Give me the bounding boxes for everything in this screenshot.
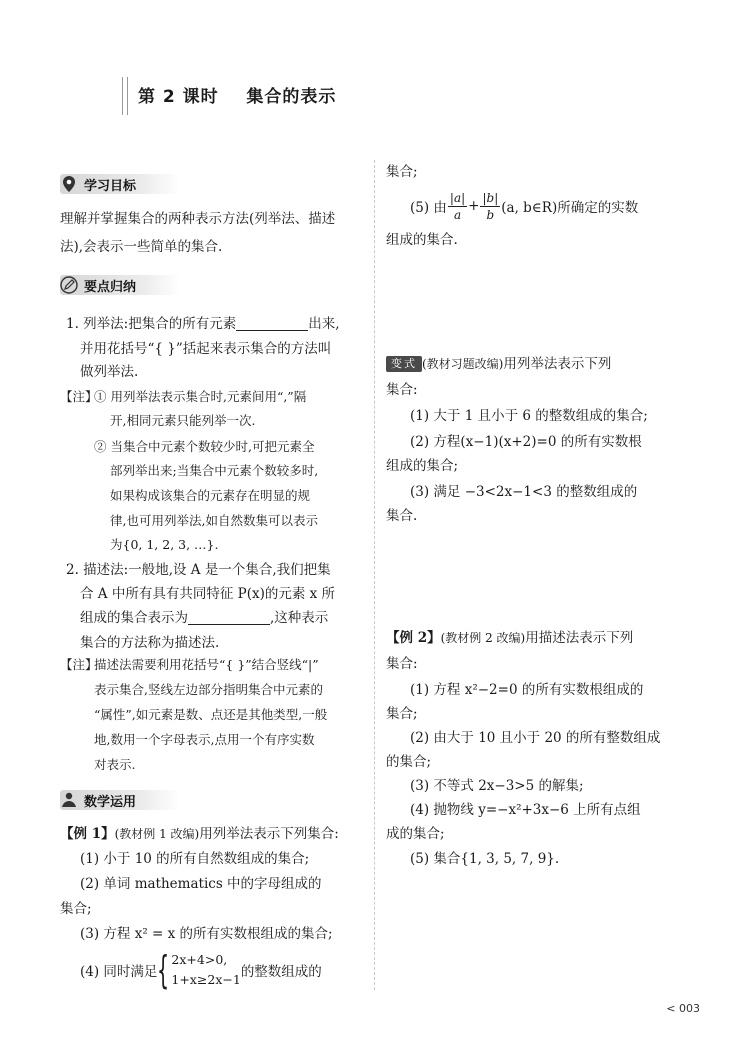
example2-item-1b: 集合; [386,706,418,722]
variant-tag: 变式 [386,356,422,372]
note1-item-2: 开,相同元素只能列举一次. [110,413,256,428]
goal-line-2: 法),会表示一些简单的集合. [60,239,223,255]
point1-line-3: 做列举法. [80,364,139,380]
note1-item-3: ② 当集合中元素个数较少时,可把元素全 [94,439,315,454]
note2-item-2: 表示集合,竖线左边部分指明集合中元素的 [94,682,323,697]
example1-item4-cont: 集合; [386,164,418,180]
example1-source: (教材例 1 改编) [114,827,200,841]
column-divider [374,160,375,990]
example2-intro: 用描述法表示下列 [525,630,634,646]
example1-item4-pre: (4) 同时满足 [80,964,158,980]
example1-tag: 【例 1】 [60,826,115,842]
example2-item-4: (4) 抛物线 y=−x²+3x−6 上所有点组 [410,802,641,818]
variant-item-3: (3) 满足 −3<2x−1<3 的整数组成的 [410,484,638,500]
section-practice-label: 数学运用 [84,794,137,810]
point2-text-a: 组成的集合表示为 [80,610,188,626]
example2-item-2b: 的集合; [386,754,432,770]
example1-heading [60,820,339,848]
section-points [60,275,180,295]
example2-item-1: (1) 方程 x²−2=0 的所有实数根组成的 [410,682,644,698]
example1-item-5 [410,186,638,226]
note1-item-6: 律,也可用列举法,如自然数集可以表示 [110,513,318,528]
example2-source: (教材例 2 改编) [440,631,526,645]
point2-line-3 [80,604,328,632]
inequality-system [157,950,240,990]
example2-item-5: (5) 集合{1, 3, 5, 7, 9}. [410,851,560,867]
note2-item-4: 地,数用一个字母表示,点用一个有序实数 [94,732,315,747]
example1-intro: 用列举法表示下列集合: [199,826,339,842]
note1-item-5: 如果构成该集合的元素存在明显的规 [110,488,311,503]
point2-line-2: 合 A 中所有具有共同特征 P(x)的元素 x 所 [80,586,336,602]
brace-icon: { [157,948,170,992]
example1-item5-post: (a, b∈R)所确定的实数 [501,200,639,216]
note2-item-1: 描述法需要利用花括号“{ }”结合竖线“|” [94,657,319,672]
variant-intro-2: 集合: [386,382,418,398]
variant-item-2: (2) 方程(x−1)(x+2)=0 的所有实数根 [410,434,642,450]
fraction-2-den: b [486,207,495,222]
fraction-1-den: a [453,207,462,222]
book-person-icon [60,790,78,810]
point2-line-1: 2. 描述法:一般地,设 A 是一个集合,我们把集 [66,562,331,578]
section-goal [60,174,180,194]
fraction-2-num: |b| [482,190,499,205]
goal-line-1: 理解并掌握集合的两种表示方法(列举法、描述 [60,211,336,227]
note2-item-3: “属性”,如元素是数、点还是其他类型,一般 [94,707,328,722]
example1-item4-post: 的整数组成的 [240,964,322,980]
example1-item-2b: 集合; [60,901,92,917]
fill-blank [188,608,270,625]
variant-item-1: (1) 大于 1 且小于 6 的整数组成的集合; [410,408,648,424]
point1-text-b: 出来, [308,316,340,332]
example1-item5-cont: 组成的集合. [386,232,458,248]
note1-tag: 【注】 [60,389,98,404]
point1-line-1 [66,310,340,338]
section-practice [60,790,180,810]
variant-item-2b: 组成的集合; [386,458,459,474]
page-number: < 003 [666,1002,700,1015]
example2-tag: 【例 2】 [386,630,441,646]
plus-sign: + [468,198,480,214]
note1-item-4: 部列举出来;当集合中元素个数较多时, [110,463,319,478]
point1-line-2: 并用花括号“{ }”括起来表示集合的方法叫 [80,341,332,357]
variant-source: (教材习题改编) [422,357,504,371]
example1-item-1: (1) 小于 10 的所有自然数组成的集合; [80,851,310,867]
note1-item-1: ① 用列举法表示集合时,元素间用“,”隔 [94,389,307,404]
system-eq-1: 2x+4>0, [171,952,228,967]
note1-item-7: 为{0, 1, 2, 3, …}. [110,537,219,552]
example2-item-4b: 成的集合; [386,826,445,842]
example2-item-3: (3) 不等式 2x−3>5 的解集; [410,778,584,794]
note2-item-5: 对表示. [94,757,136,772]
location-pin-icon [60,174,78,194]
fraction-1-num: |a| [449,190,466,205]
example2-heading [386,624,633,652]
title-bar [122,77,128,115]
example2-intro-2: 集合: [386,656,418,672]
example1-item-3: (3) 方程 x² = x 的所有实数根组成的集合; [80,926,333,942]
page-title: 第 2 课时 集合的表示 [138,87,337,107]
example1-item-2: (2) 单词 mathematics 中的字母组成的 [80,876,322,892]
point2-text-b: ,这种表示 [270,610,329,626]
variant-intro: 用列举法表示下列 [503,356,612,372]
note2-tag: 【注】 [60,657,98,672]
example1-item5-pre: (5) 由 [410,200,447,216]
system-eq-2: 1+x≥2x−1 [171,972,241,987]
section-goal-label: 学习目标 [84,178,137,194]
example2-item-2: (2) 由大于 10 且小于 20 的所有整数组成 [410,730,661,746]
variant-heading [386,350,611,378]
point2-line-4: 集合的方法称为描述法. [80,635,220,651]
point1-text-a: 1. 列举法:把集合的所有元素 [66,316,237,332]
fraction-1 [448,190,467,223]
section-points-label: 要点归纳 [84,279,137,295]
fill-blank [236,314,308,331]
example1-item-4 [80,948,322,992]
variant-item-3b: 集合. [386,508,418,524]
pencil-icon [60,275,78,295]
fraction-2 [480,190,500,223]
